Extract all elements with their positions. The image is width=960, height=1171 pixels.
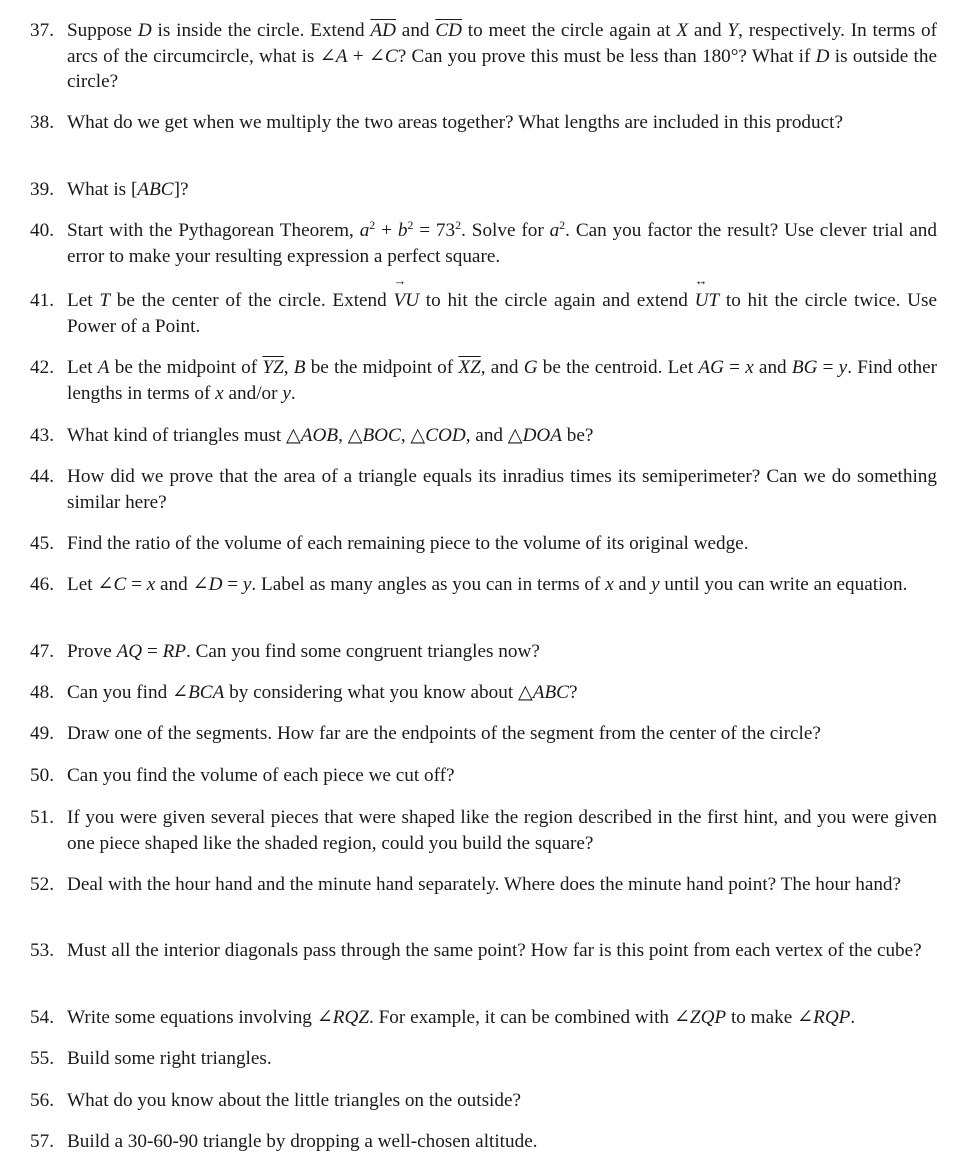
text-run: Can you find the volume of each piece we cut off? [67,765,455,786]
math-variable: C [113,574,127,595]
text-run: Let [67,357,98,378]
hint-item [0,1088,960,1114]
text-run: and [395,20,436,41]
text-run: to meet the circle again at [461,20,677,41]
text-run: . [290,382,296,404]
text-run: and ∠ [155,574,209,595]
text-run: and/or [223,382,283,404]
hint-item [0,18,960,95]
text-run: Let ∠ [67,574,114,595]
text-run: = [723,357,746,378]
hint-text [67,680,937,706]
text-run: Can you find ∠ [67,682,189,703]
hint-text [67,423,937,449]
text-run: Draw one of the segments. How far are the endpoints of the segment from the center of the circle? [67,723,821,744]
math-variable: ABC [532,682,569,703]
hint-number: 45. [30,533,54,554]
math-variable: y [651,574,660,595]
text-run: to hit the circle again and extend [419,290,695,311]
text-run: , [283,357,294,378]
segment-notation: $\overline{XZ}$ [458,357,481,378]
hint-item [0,288,960,339]
text-run: be the midpoint of [109,357,263,378]
math-variable: D [137,20,152,41]
math-variable: x [605,574,614,595]
hint-text [67,763,937,789]
text-run: . Can you find some congruent triangles now? [186,641,540,662]
text-run: = 73 [413,220,456,241]
text-run: , respectively. In terms of arcs of the circumcircle, what is ∠ [67,20,937,67]
hint-item [0,680,960,706]
hint-number: 49. [30,723,54,744]
hint-number: 52. [30,874,54,895]
math-variable: A [335,45,348,67]
math-variable: x [215,382,224,404]
line-notation: ↔ UT [695,288,720,314]
text-run: be the centroid. Let [537,357,699,378]
text-run: What is [ [67,179,138,200]
math-variable: RQZ [332,1007,370,1028]
hint-text [67,721,937,747]
hint-text [67,572,937,598]
text-run: Write some equations involving ∠ [67,1007,333,1028]
text-run: What do we get when we multiply the two areas together? What lengths are included in this product? [67,112,843,133]
text-run: Build a 30-60-90 triangle by dropping a well-chosen altitude. [67,1131,538,1152]
hint-number: 47. [30,641,54,662]
text-run: Let [67,290,100,311]
hint-number: 37. [30,20,54,41]
hint-item [0,423,960,449]
math-variable: a [359,220,370,241]
hint-text [67,355,937,406]
hint-text [67,18,937,95]
hint-number: 50. [30,765,54,786]
text-run: be the center of the circle. Extend [109,290,394,311]
text-run: Start with the Pythagorean Theorem, [67,220,360,241]
text-run: until you can write an equation. [659,574,908,595]
hint-text [67,1088,937,1114]
superscript: 2 [407,218,414,232]
text-run: + [375,220,398,241]
math-variable: BOC [362,425,401,446]
hint-item [0,872,960,898]
hint-text [67,177,937,203]
text-run: to make ∠ [726,1007,814,1028]
text-run: ? [568,682,578,703]
hint-number: 51. [30,807,54,828]
math-variable: RP [162,641,187,662]
math-variable: DOA [522,425,562,446]
hint-text [67,218,937,269]
hint-text [67,288,937,339]
math-variable: C [384,45,398,67]
hint-item [0,464,960,515]
hint-item [0,1005,960,1031]
text-run: by considering what you know about △ [224,682,533,703]
text-run: Build some right triangles. [67,1048,272,1069]
hint-number: 44. [30,466,54,487]
math-variable: y [838,357,848,378]
hint-number: 38. [30,112,54,133]
text-run: How did we prove that the area of a triangle equals its inradius times its semiperimeter? Can we do something similar here? [67,466,937,513]
text-run: If you were given several pieces that were shaped like the region described in the first hint, and you were given one piece shaped like the shaded region, could you build the square? [67,807,937,854]
hint-number: 43. [30,425,54,446]
hint-number: 39. [30,179,54,200]
hint-text [67,938,937,964]
text-run: is inside the circle. Extend [151,20,371,41]
text-run: = [817,357,839,378]
math-variable: D [208,574,223,595]
math-variable: x [745,357,754,378]
text-run: . [850,1007,856,1028]
text-run: Suppose [67,20,138,41]
hint-text [67,1129,937,1155]
text-run: Find the ratio of the volume of each remaining piece to the volume of its original wedge. [67,533,749,554]
text-run: and [613,574,652,595]
text-run: Prove [67,641,117,662]
superscript: 2 [455,218,462,232]
hint-item [0,721,960,747]
text-run: What kind of triangles must △ [67,425,301,446]
hint-text [67,872,937,898]
hint-number: 57. [30,1131,54,1152]
superscript: 2 [369,218,376,232]
text-run: be? [562,425,594,446]
text-run: + ∠ [347,45,385,67]
text-run: and [753,357,792,378]
math-variable: X [676,20,689,41]
text-run: Must all the interior diagonals pass through the same point? How far is this point from each vertex of the cube? [67,940,922,961]
text-run: to hit the circle twice. Use Power of a Point. [67,290,937,337]
hint-item [0,1046,960,1072]
text-run: ]? [173,179,189,200]
math-variable: B [293,357,306,378]
text-run: , and △ [465,425,523,446]
text-run: = [222,574,243,595]
hint-item [0,805,960,856]
hint-item [0,572,960,598]
text-run: . Find other lengths in terms of [67,357,938,404]
hint-text [67,805,937,856]
math-variable: T [99,290,110,311]
hint-text [67,464,937,515]
math-variable: AG [698,357,724,378]
hint-number: 40. [30,220,54,241]
math-variable: Y [727,20,739,41]
hint-number: 41. [30,290,54,311]
hint-number: 46. [30,574,54,595]
text-run: . Can you factor the result? Use clever trial and error to make your resulting expression a perfect square. [67,220,937,267]
hint-number: 53. [30,940,54,961]
hint-text [67,639,937,665]
math-variable: D [815,45,830,67]
hint-item [0,218,960,269]
hint-text [67,110,937,136]
hint-number: 54. [30,1007,54,1028]
math-variable: BG [791,357,818,378]
text-run: and [688,20,728,41]
hint-item [0,355,960,406]
math-variable: AQ [116,641,143,662]
hint-text [67,1046,937,1072]
hint-item [0,177,960,203]
hint-number: 48. [30,682,54,703]
segment-notation: $\overline{YZ}$ [262,357,284,378]
text-run: , and [480,357,524,378]
hint-text [67,1005,937,1031]
text-run: What do you know about the little triangles on the outside? [67,1090,522,1111]
math-variable: RQP [813,1007,851,1028]
text-run: be the midpoint of [305,357,459,378]
text-run: is outside the circle? [67,45,937,92]
math-variable: ABC [137,179,174,200]
text-run: . Label as many angles as you can in terms of [251,574,606,595]
math-variable: G [523,357,538,378]
segment-notation: $\overline{CD}$ [435,20,462,41]
math-variable: y [242,574,252,595]
segment-notation: $\overline{AD}$ [370,20,396,41]
text-run: = [126,574,147,595]
text-run: , △ [400,425,426,446]
superscript: 2 [559,218,566,232]
hint-item [0,531,960,557]
text-run: Deal with the hour hand and the minute hand separately. Where does the minute hand point? The hour hand? [67,874,902,895]
ray-notation: → VU [393,288,419,314]
math-variable: BCA [188,682,225,703]
math-variable: ZQP [689,1007,727,1028]
math-variable: a [549,220,560,241]
hint-text [67,531,937,557]
math-variable: A [97,357,110,378]
math-variable: x [146,574,156,595]
text-run: ? Can you prove this must be less than 180°? What if [397,45,816,67]
hint-item [0,110,960,136]
hint-number: 42. [30,357,54,378]
math-variable: AOB [300,425,339,446]
text-run: , △ [338,425,363,446]
text-run: . Solve for [461,220,550,241]
math-variable: y [282,382,291,404]
hint-item [0,938,960,964]
hint-item [0,763,960,789]
hint-item [0,1129,960,1155]
math-variable: COD [425,425,466,446]
text-run: . For example, it can be combined with ∠ [369,1007,690,1028]
hint-number: 56. [30,1090,54,1111]
hint-number: 55. [30,1048,54,1069]
text-run: = [142,641,163,662]
math-variable: b [397,220,408,241]
hint-item [0,639,960,665]
